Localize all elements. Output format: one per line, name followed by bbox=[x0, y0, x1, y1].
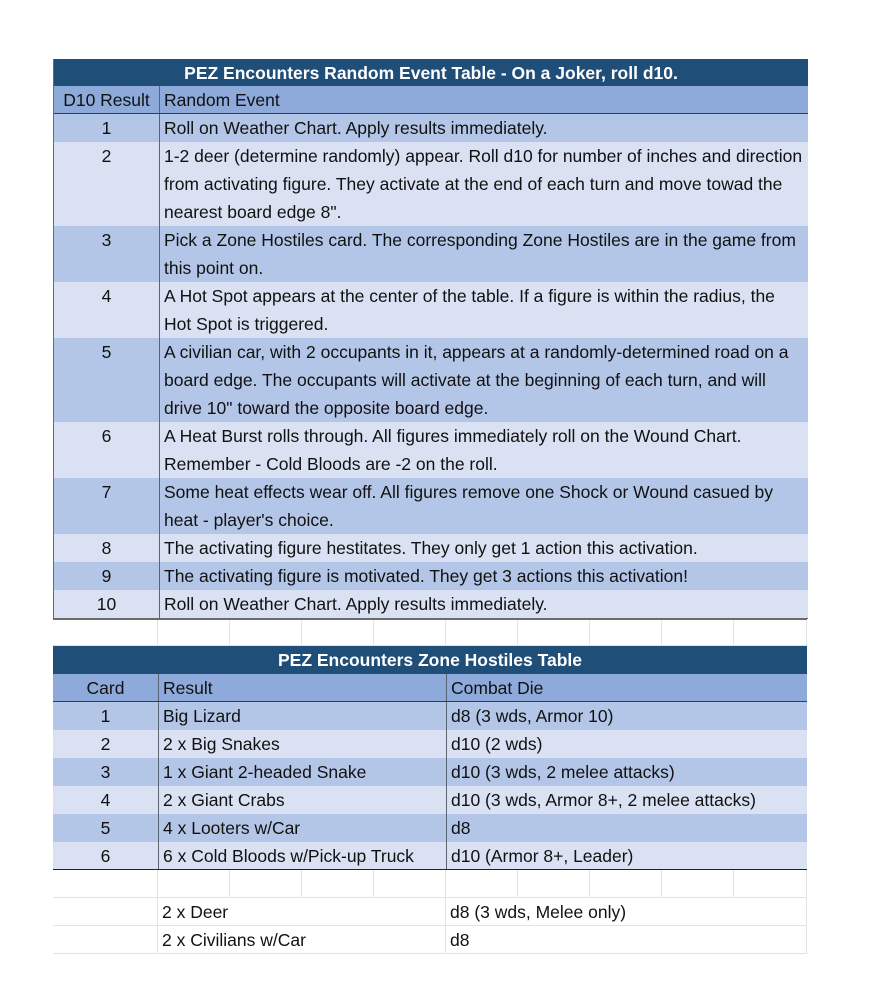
random-event-table bbox=[53, 59, 807, 620]
empty-cell[interactable] bbox=[302, 620, 374, 646]
empty-cell[interactable] bbox=[53, 926, 158, 954]
empty-cell[interactable] bbox=[158, 620, 230, 646]
empty-cell[interactable] bbox=[590, 620, 662, 646]
empty-cell[interactable] bbox=[302, 870, 374, 898]
empty-cell[interactable] bbox=[230, 870, 302, 898]
combat-die-cell[interactable]: d8 bbox=[446, 926, 807, 954]
column-header-d10-result[interactable]: D10 Result bbox=[63, 90, 150, 110]
combat-die-cell[interactable]: d10 (Armor 8+, Leader) bbox=[446, 842, 807, 869]
column-header-result[interactable]: Result bbox=[158, 674, 446, 701]
column-header-random-event[interactable]: Random Event bbox=[159, 86, 808, 113]
card-cell[interactable]: 4 bbox=[100, 790, 111, 810]
table-row bbox=[53, 926, 807, 954]
random-event-table-title bbox=[54, 59, 808, 86]
event-cell[interactable]: Roll on Weather Chart. Apply results immediately. bbox=[159, 590, 808, 618]
table-row bbox=[54, 226, 808, 282]
table-row bbox=[53, 786, 807, 814]
d10-result-cell[interactable]: 3 bbox=[101, 230, 112, 250]
empty-cell[interactable] bbox=[374, 870, 446, 898]
event-cell[interactable]: Roll on Weather Chart. Apply results immediately. bbox=[159, 114, 808, 142]
d10-result-cell[interactable]: 2 bbox=[101, 146, 112, 166]
d10-result-cell[interactable]: 4 bbox=[101, 286, 112, 306]
d10-result-cell[interactable]: 5 bbox=[101, 342, 112, 362]
table-row bbox=[54, 338, 808, 422]
table-row bbox=[54, 282, 808, 338]
table-row bbox=[53, 702, 807, 730]
table-row bbox=[54, 590, 808, 619]
d10-result-cell[interactable]: 8 bbox=[101, 538, 112, 558]
result-cell[interactable]: 1 x Giant 2-headed Snake bbox=[158, 758, 446, 786]
table-row bbox=[54, 422, 808, 478]
event-cell[interactable]: A civilian car, with 2 occupants in it, appears at a randomly-determined road on a board edge. The occupants will activate at the beginning of each turn, and will drive 10" toward the opposite board edge. bbox=[159, 338, 808, 422]
combat-die-cell[interactable]: d8 bbox=[446, 814, 807, 842]
empty-cell[interactable] bbox=[518, 870, 590, 898]
d10-result-cell[interactable]: 1 bbox=[101, 118, 112, 138]
empty-cell[interactable] bbox=[230, 620, 302, 646]
result-cell[interactable]: Big Lizard bbox=[158, 702, 446, 730]
combat-die-cell[interactable]: d10 (3 wds, Armor 8+, 2 melee attacks) bbox=[446, 786, 807, 814]
card-cell[interactable]: 2 bbox=[100, 734, 111, 754]
result-cell[interactable]: 2 x Giant Crabs bbox=[158, 786, 446, 814]
result-cell[interactable]: 2 x Big Snakes bbox=[158, 730, 446, 758]
d10-result-cell[interactable]: 6 bbox=[101, 426, 112, 446]
card-cell[interactable]: 5 bbox=[100, 818, 111, 838]
empty-cell[interactable] bbox=[734, 870, 807, 898]
column-header-card[interactable]: Card bbox=[86, 678, 125, 698]
table-title-text: PEZ Encounters Zone Hostiles Table bbox=[277, 650, 583, 670]
card-cell[interactable]: 1 bbox=[100, 706, 111, 726]
table-row bbox=[53, 758, 807, 786]
table-row bbox=[53, 842, 807, 870]
combat-die-cell[interactable]: d10 (3 wds, 2 melee attacks) bbox=[446, 758, 807, 786]
table-title-text: PEZ Encounters Random Event Table - On a Joker, roll d10. bbox=[184, 63, 678, 83]
empty-cell[interactable] bbox=[158, 870, 230, 898]
table-row bbox=[54, 478, 808, 534]
event-cell[interactable]: A Heat Burst rolls through. All figures immediately roll on the Wound Chart. Remember - Cold Bloods are -2 on the roll. bbox=[159, 422, 808, 478]
column-header-combat-die[interactable]: Combat Die bbox=[446, 674, 807, 701]
empty-cell[interactable] bbox=[374, 620, 446, 646]
random-event-header-row bbox=[54, 86, 808, 114]
table-row bbox=[54, 114, 808, 142]
d10-result-cell[interactable]: 10 bbox=[96, 594, 117, 614]
zone-hostiles-table bbox=[53, 646, 807, 870]
empty-cell[interactable] bbox=[53, 870, 158, 898]
event-cell[interactable]: 1-2 deer (determine randomly) appear. Roll d10 for number of inches and direction from activating figure. They activate at the end of each turn and move towad the nearest board edge 8". bbox=[159, 142, 808, 226]
event-cell[interactable]: Pick a Zone Hostiles card. The corresponding Zone Hostiles are in the game from this point on. bbox=[159, 226, 808, 282]
result-cell[interactable]: 2 x Civilians w/Car bbox=[158, 926, 446, 954]
table-row bbox=[53, 814, 807, 842]
result-cell[interactable]: 6 x Cold Bloods w/Pick-up Truck bbox=[158, 842, 446, 869]
extra-hostiles-rows bbox=[53, 898, 807, 954]
combat-die-cell[interactable]: d8 (3 wds, Armor 10) bbox=[446, 702, 807, 730]
empty-grid-row bbox=[53, 620, 807, 646]
combat-die-cell[interactable]: d10 (2 wds) bbox=[446, 730, 807, 758]
result-cell[interactable]: 4 x Looters w/Car bbox=[158, 814, 446, 842]
empty-cell[interactable] bbox=[590, 870, 662, 898]
event-cell[interactable]: The activating figure hestitates. They only get 1 action this activation. bbox=[159, 534, 808, 562]
empty-cell[interactable] bbox=[446, 870, 518, 898]
table-row bbox=[53, 730, 807, 758]
empty-cell[interactable] bbox=[518, 620, 590, 646]
zone-hostiles-table-title bbox=[53, 646, 807, 674]
spreadsheet bbox=[53, 59, 807, 954]
table-row bbox=[54, 562, 808, 590]
table-row bbox=[54, 142, 808, 226]
empty-cell[interactable] bbox=[662, 620, 734, 646]
d10-result-cell[interactable]: 9 bbox=[101, 566, 112, 586]
empty-grid-row bbox=[53, 870, 807, 898]
empty-cell[interactable] bbox=[662, 870, 734, 898]
empty-cell[interactable] bbox=[734, 620, 807, 646]
zone-hostiles-header-row bbox=[53, 674, 807, 702]
event-cell[interactable]: The activating figure is motivated. They get 3 actions this activation! bbox=[159, 562, 808, 590]
card-cell[interactable]: 6 bbox=[100, 846, 111, 866]
d10-result-cell[interactable]: 7 bbox=[101, 482, 112, 502]
empty-cell[interactable] bbox=[446, 620, 518, 646]
card-cell[interactable]: 3 bbox=[100, 762, 111, 782]
table-row bbox=[53, 898, 807, 926]
empty-cell[interactable] bbox=[53, 620, 158, 646]
table-row bbox=[54, 534, 808, 562]
event-cell[interactable]: A Hot Spot appears at the center of the table. If a figure is within the radius, the Hot Spot is triggered. bbox=[159, 282, 808, 338]
event-cell[interactable]: Some heat effects wear off. All figures remove one Shock or Wound casued by heat - player's choice. bbox=[159, 478, 808, 534]
empty-cell[interactable] bbox=[53, 898, 158, 926]
combat-die-cell[interactable]: d8 (3 wds, Melee only) bbox=[446, 898, 807, 926]
result-cell[interactable]: 2 x Deer bbox=[158, 898, 446, 926]
